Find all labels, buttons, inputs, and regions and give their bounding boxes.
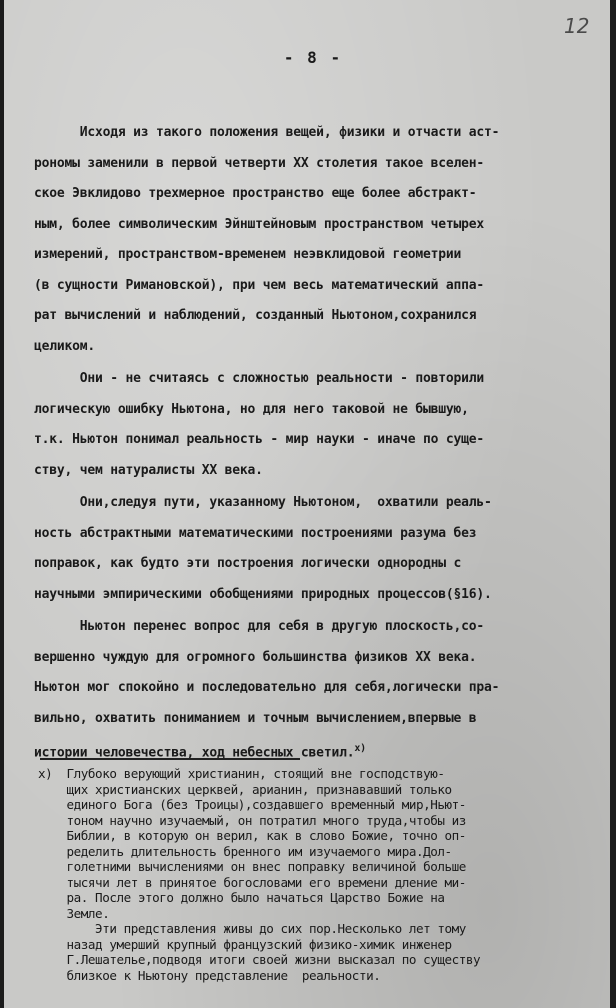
text-line: целиком. [34,338,96,354]
footnote-line: Эти представления живы до сих пор.Несколько лет тому [38,921,466,936]
text-line: ское Эвклидово трехмерное пространство еще более абстракт- [34,186,477,201]
text-line: Они,следуя пути, указанному Ньютоном, охватили реаль- [34,495,492,510]
text-line: ность абстрактными математическими построениями разума без [34,525,477,541]
footnote-line: Библии, в которую он верил, как в слово Божие, точно оп- [38,828,466,843]
footnote-line: единого Бога (без Троицы),создавшего временный мир,Ньют- [38,797,466,812]
text-line: измерений, пространством-временем неэвклидовой геометрии [34,247,462,262]
footnote-line: ределить длительность бренного им изучаемого мира.Дол- [38,843,452,859]
footnote-divider [40,758,300,760]
archive-page-number: 12 [564,14,590,38]
text-line: т.к. Ньютон понимал реальность - мир науки - иначе по суще- [34,432,484,447]
text-line: Исходя из такого положения вещей, физики и отчасти аст- [34,125,500,140]
footnote-line: Г.Лешательe,подводя итоги своей жизни высказал по существу [38,952,481,967]
text-line: истории человечества, ход небесных светил.$^{x)}$ [34,743,366,761]
text-line: научными эмпирическими обобщениями природных процессов(§16). [34,586,492,602]
footnote-line: близкое к Ньютону представление реальности. [38,967,381,983]
footnote-marker: x) [354,743,366,754]
footnote-line: тоном научно изучаемый, он потратил много труда,чтобы из [38,812,466,828]
text-line: вершенно чуждую для огромного большинства физиков XX века. [34,649,477,665]
document-page [4,0,610,1008]
footnote-line: x) Глубоко верующий христианин, стоящий вне господствую- [38,766,445,781]
page-number: - 8 - [283,48,343,67]
footnote-line: щих христианских церквей, арианин, признававший только [38,781,452,797]
text-line: логическую ошибку Ньютона, но для него таковой не бывшую, [34,401,469,417]
text-line: Ньютон перенес вопрос для себя в другую плоскость,со- [34,619,484,634]
text-line: рат вычислений и наблюдений, созданный Ньютоном,сохранился [34,308,477,323]
footnote-line: Земле. [38,905,110,921]
text-line: рономы заменили в первой четверти XX столетия такое вселен- [34,155,484,171]
text-line: ным, более символическим Эйнштейновым пространством четырех [34,216,484,232]
footnote-line: тысячи лет в принятое богословами его времени дление ми- [38,874,466,890]
text-line: Ньютон мог спокойно и последовательно для себя,логически пра- [34,680,500,695]
footnote-line: голетними вычислениями он внес поправку величиной больше [38,859,466,874]
text-line: Они - не считаясь с сложностью реальности - повторили [34,371,484,386]
footnote-line: назад умерший крупный французский физико-химик инженер [38,936,452,952]
footnote [38,766,604,983]
text-line: (в сущности Римановской), при чем весь математический аппа- [34,277,484,293]
text-line: поправок, как будто эти построения логически однородны с [34,556,462,571]
main-text [34,118,600,765]
text-line: ству, чем натуралисты XX века. [34,462,263,478]
footnote-line: ра. После этого должно было начаться Царство Божие на [38,890,445,905]
text-line: вильно, охватить пониманием и точным вычислением,впервые в [34,710,477,726]
